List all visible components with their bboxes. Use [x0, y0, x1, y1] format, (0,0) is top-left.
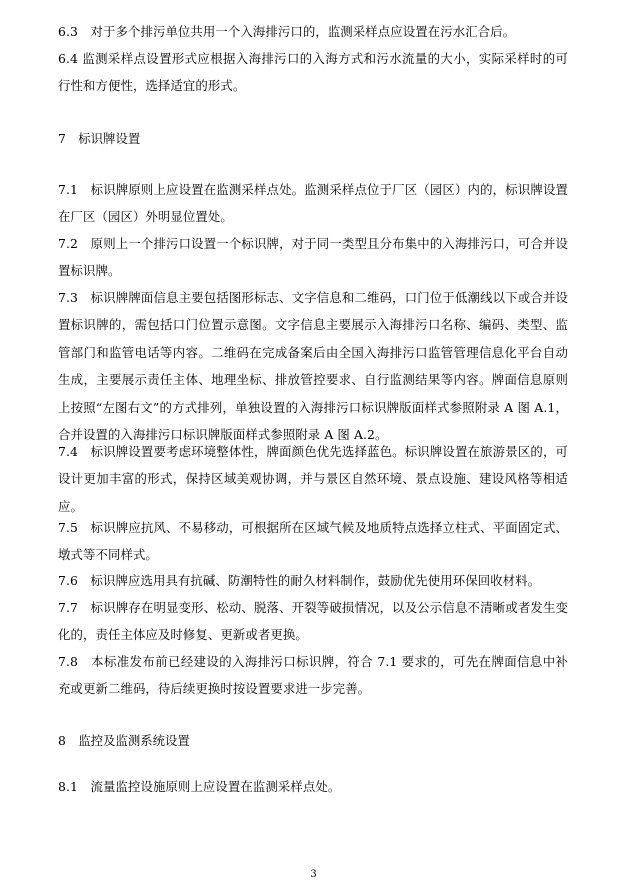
clause-8-1: 8.1 流量监控设施原则上应设置在监测采样点处。 — [58, 779, 341, 794]
clause-6-3: 6.3 对于多个排污单位共用一个入海排污口的，监测采样点应设置在污水汇合后。 — [58, 24, 516, 39]
clause-7-4: 7.4 标识牌设置要考虑环境整体性，牌面颜色优先选择蓝色。标识牌设置在旅游景区的，可设计更加丰富的形式，保持区域美观协调，并与景区自然环境、景点设施、建设风格等相适应。 — [58, 444, 568, 514]
clause-7-5: 7.5 标识牌应抗风、不易移动，可根据所在区域气候及地质特点选择立柱式、平面固定式、墩式等不同样式。 — [58, 520, 568, 563]
page-number: 3 — [310, 869, 317, 880]
clause-7-2: 7.2 原则上一个排污口设置一个标识牌，对于同一类型且分布集中的入海排污口，可合并设置标识牌。 — [58, 236, 568, 279]
clause-7-1: 7.1 标识牌原则上应设置在监测采样点处。监测采样点位于厂区（园区）内的，标识牌设置在厂区（园区）外明显位置处。 — [58, 182, 568, 225]
clause-7-7: 7.7 标识牌存在明显变形、松动、脱落、开裂等破损情况，以及公示信息不清晰或者发生变化的，责任主体应及时修复、更新或者更换。 — [58, 600, 568, 643]
clause-7-6: 7.6 标识牌应选用具有抗碱、防潮特性的耐久材料制作，鼓励优先使用环保回收材料。 — [58, 573, 541, 588]
section-heading-8: 8 监控及监测系统设置 — [58, 733, 190, 748]
clause-7-3: 7.3 标识牌牌面信息主要包括图形标志、文字信息和二维码，口门位于低潮线以下或合并设置标识牌的，需包括口门位置示意图。文字信息主要展示入海排污口名称、编码、类型、监管部门和监管电话等内容。二维码在完成备案后由全国入海排污口监管管理信息化平台自动生成，主要展示责任主体、地理坐标、排放管控要求、自行监测结果等内容。牌面信息原则上按照“左图右文”的方式排列，单独设置的入海排污口标识牌版面样式参照附录 A 图 A.1，合并设置的入海排污口标识牌版面样式参照附录 A 图 A.2。 — [58, 290, 568, 443]
clause-6-4: 6.4 监测采样点设置形式应根据入海排污口的入海方式和污水流量的大小，实际采样时的可行性和方便性，选择适宜的形式。 — [58, 51, 568, 94]
clause-7-8: 7.8 本标准发布前已经建设的入海排污口标识牌，符合 7.1 要求的，可先在牌面信息中补充或更新二维码，待后续更换时按设置要求进一步完善。 — [58, 654, 568, 697]
section-heading-7: 7 标识牌设置 — [58, 131, 141, 146]
